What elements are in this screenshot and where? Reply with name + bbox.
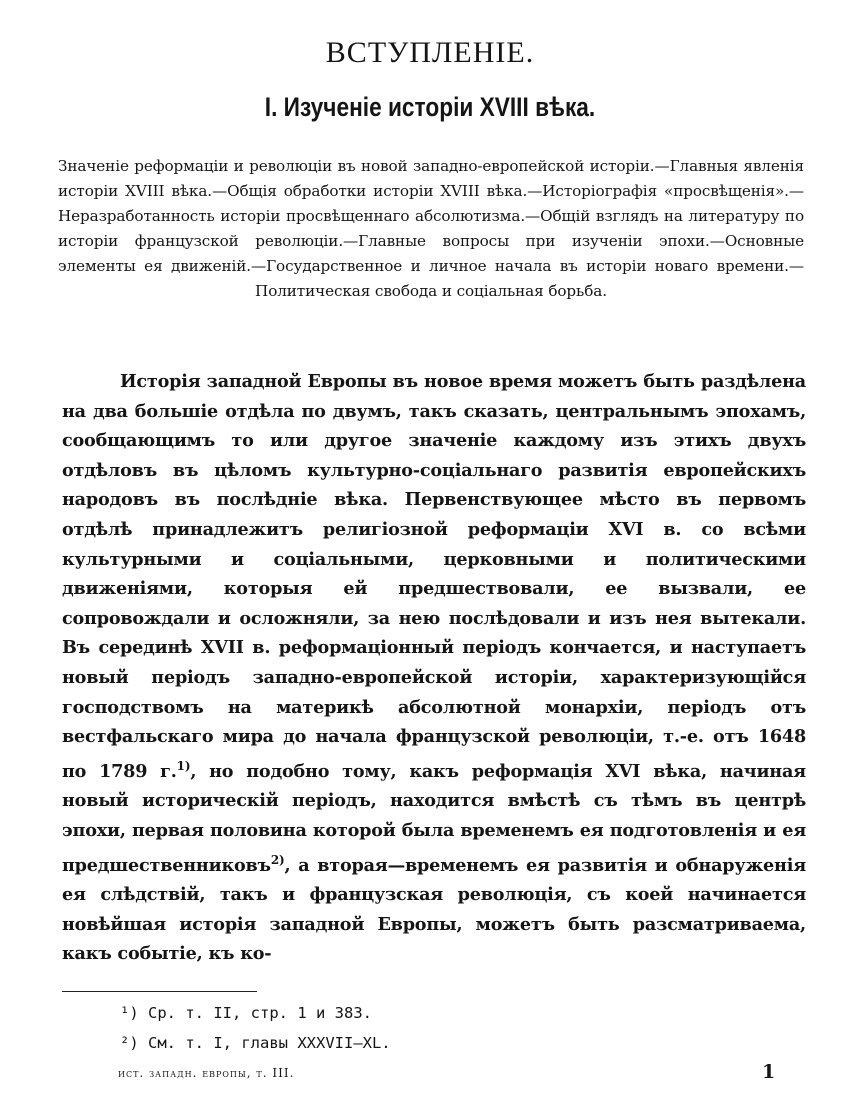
page-number: 1 bbox=[762, 1061, 776, 1083]
printer-signature: ист. западн. европы, т. III. bbox=[118, 1066, 295, 1080]
footnote-text: Ср. т. II, стр. 1 и 383. bbox=[148, 1004, 372, 1022]
footnote-mark: ²) bbox=[120, 1034, 139, 1052]
section-title: ВСТУПЛЕНІЕ. bbox=[325, 36, 535, 69]
footnotes-list bbox=[120, 998, 391, 1058]
body-paragraph bbox=[62, 367, 806, 969]
body-text-part-3: , а вторая—временемъ ея развитія и обнаруженія ея слѣдствій, такъ и французская революція, съ коей начинается новѣйшая исторія западной Европы, можетъ быть разсматриваема, какъ событіе, къ ко- bbox=[62, 854, 806, 965]
footnote-text: См. т. I, главы XXXVII—XL. bbox=[148, 1034, 391, 1052]
footnote-item bbox=[120, 998, 391, 1028]
body-text-part-1: Исторія западной Европы въ новое время можетъ быть раздѣлена на два большіе отдѣла по двумъ, такъ сказать, центральнымъ эпохамъ, сообщающимъ то или другое значеніе каждому изъ этихъ двухъ отдѣловъ въ цѣломъ культурно-соціальнаго развитія европейскихъ народовъ въ послѣдніе вѣка. Первенствующее мѣсто въ первомъ отдѣлѣ принадлежитъ религіозной реформаціи XVI в. со всѣми культурными и соціальными, церковными и политическими движеніями, которыя ей предшествовали, ее вызвали, ее сопровождали и осложняли, за нею послѣдовали и изъ нея вытекали. Въ серединѣ XVII в. реформаціонный періодъ кончается, и наступаетъ новый періодъ западно-европейской исторіи, характеризующійся господствомъ на материкѣ абсолютной монархіи, періодъ отъ вестфальскаго мира до начала французской революціи, т.-е. отъ 1648 по 1789 г. bbox=[62, 371, 806, 782]
chapter-summary: Значеніе реформаціи и революціи въ новой западно-европейской исторіи.—Главныя явленія исторіи XVIII вѣка.—Общія обработки исторіи XVIII вѣка.—Исторіографія «просвѣщенія».—Неразработанность исторіи просвѣщеннаго абсолютизма.—Общій взглядъ на литературу по исторіи французской революціи.—Главные вопросы при изученіи эпохи.—Основные элементы ея движеній.—Государственное и личное начала въ исторіи новаго времени.—Политическая свобода и соціальная борьба. bbox=[58, 157, 804, 300]
footnote-ref-2[interactable]: 2) bbox=[270, 852, 285, 867]
footnote-divider bbox=[62, 991, 257, 992]
footnote-mark: ¹) bbox=[120, 1004, 139, 1022]
footnote-ref-1[interactable]: 1) bbox=[176, 758, 191, 773]
body-text-part-2: , но подобно тому, какъ реформація XVI вѣка, начиная новый историческій періодъ, находится вмѣстѣ съ тѣмъ въ центрѣ эпохи, первая половина которой была временемъ ея подготовленія и ея предшественниковъ bbox=[62, 760, 806, 876]
footnote-item bbox=[120, 1028, 391, 1058]
chapter-title: I. Изученіе исторіи XVIII вѣка. bbox=[264, 92, 596, 122]
